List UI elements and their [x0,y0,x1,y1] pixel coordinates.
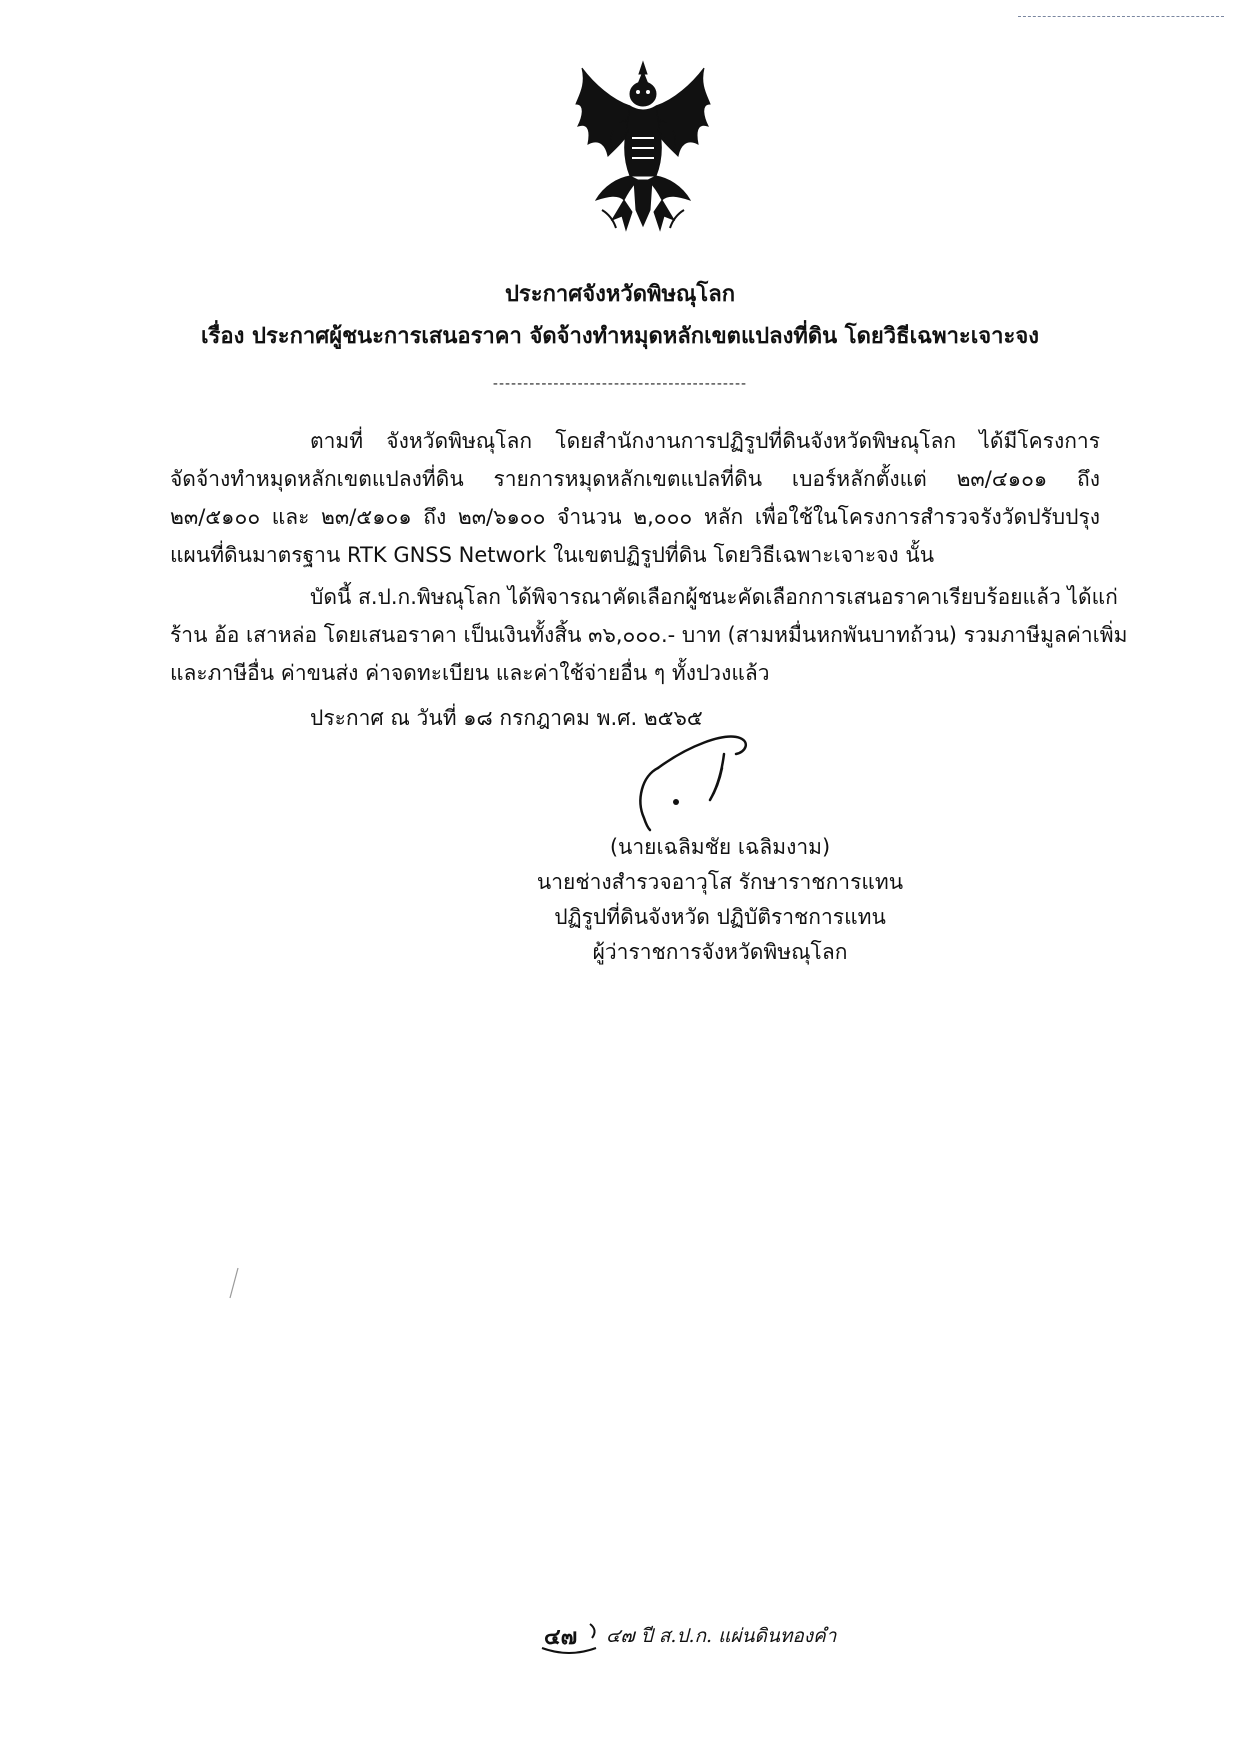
title-divider: ------------------------------------------ [492,376,748,392]
signatory-position: นายช่างสำรวจอาวุโส รักษาราชการแทน [536,870,904,894]
corner-scan-line [1018,16,1224,18]
footer-logo-number: ๔๗ [544,1624,578,1650]
garuda-emblem-icon [572,60,714,236]
paragraph-2-line: บัดนี้ ส.ป.ก.พิษณุโลก ได้พิจารณาคัดเลือกผู้ชนะคัดเลือกการเสนอราคาเรียบร้อยแล้ว ได้แก่ [310,585,1118,609]
signatory-block [480,830,960,970]
announcement-subject: เรื่อง ประกาศผู้ชนะการเสนอราคา จัดจ้างทำหมุดหลักเขตแปลงที่ดิน โดยวิธีเฉพาะเจาะจง [201,324,1039,349]
footer [540,1618,836,1654]
announcement-title: ประกาศจังหวัดพิษณุโลก [504,282,736,307]
body-paragraph-2 [170,578,1128,692]
signatory-position: ปฏิรูปที่ดินจังหวัด ปฏิบัติราชการแทน [554,905,886,929]
announcement-date: ประกาศ ณ วันที่ ๑๘ กรกฎาคม พ.ศ. ๒๕๖๕ [310,706,703,730]
paragraph-2-line: ร้าน อ้อ เสาหล่อ โดยเสนอราคา เป็นเงินทั้งสิ้น ๓๖,๐๐๐.- บาท (สามหมื่นหกพันบาทถ้วน) รวมภาษีมูลค่าเพิ่ม [170,623,1128,647]
paragraph-1-line: ตามที่ จังหวัดพิษณุโลก โดยสำนักงานการปฏิรูปที่ดินจังหวัดพิษณุโลก ได้มีโครงการ [310,429,1100,453]
scan-artifact-mark [228,1266,240,1300]
footer-text: ๔๗ ปี ส.ป.ก. แผ่นดินทองคำ [606,1625,837,1647]
signatory-name: (นายเฉลิมชัย เฉลิมงาม) [609,835,831,859]
paragraph-1-line: แผนที่ดินมาตรฐาน RTK GNSS Network ในเขตปฏิรูปที่ดิน โดยวิธีเฉพาะเจาะจง นั้น [170,543,935,567]
paragraph-1-line: จัดจ้างทำหมุดหลักเขตแปลงที่ดิน รายการหมุดหลักเขตแปลที่ดิน เบอร์หลักตั้งแต่ ๒๓/๔๑๐๑ ถึง [170,467,1100,491]
handwritten-signature [628,724,758,834]
signatory-position: ผู้ว่าราชการจังหวัดพิษณุโลก [592,940,848,964]
paragraph-2-line: และภาษีอื่น ค่าขนส่ง ค่าจดทะเบียน และค่าใช้จ่ายอื่น ๆ ทั้งปวงแล้ว [170,661,770,685]
paragraph-1-line: ๒๓/๕๑๐๐ และ ๒๓/๕๑๐๑ ถึง ๒๓/๖๑๐๐ จำนวน ๒,๐๐๐ หลัก เพื่อใช้ในโครงการสำรวจรังวัดปรับปรุง [170,505,1100,529]
anniversary-logo-icon [540,1618,598,1654]
body-paragraph-1 [170,422,1100,574]
